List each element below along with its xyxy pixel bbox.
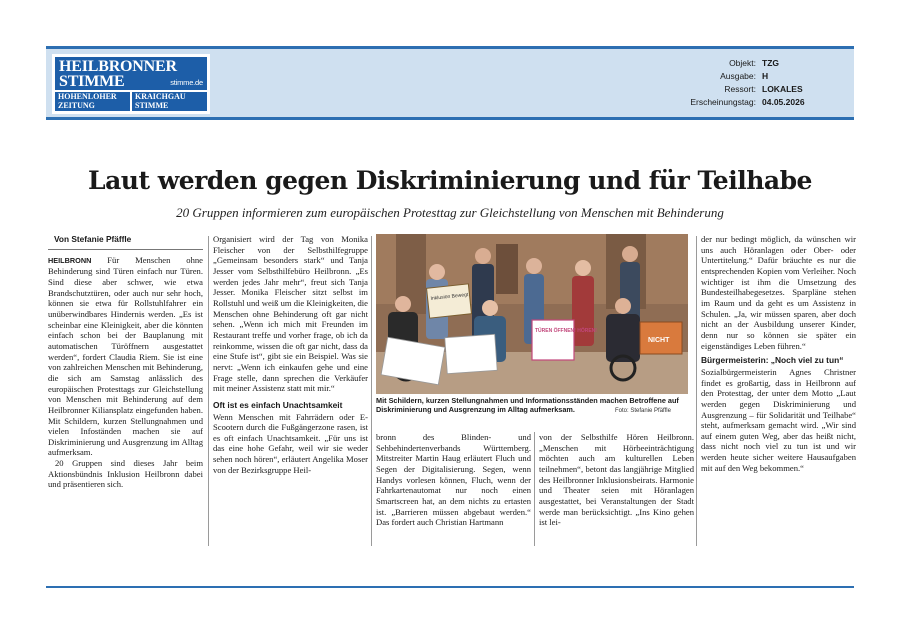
sign-5-text: NICHT xyxy=(648,337,670,344)
paragraph: Sozialbürgermeisterin Agnes Christner findet es großartig, dass in Heilbronn auf den Protesttag, der unter dem Motto „Laut werden gegen Diskriminierung und Ausgrenzung – für Solidarität und Teilhabe“ steht, aufmerksam gemacht wird. „Wir sind auf einem guten Weg, aber das heißt nicht, dass nicht noch viel zu tun ist und wir werden heute sicher weitere Hausaufgaben mit auf den Weg bekommen.“ xyxy=(701,366,856,473)
meta-value: TZG xyxy=(762,58,779,68)
meta-row-object xyxy=(674,57,802,70)
sign-1-text: Inklusion Bewegt xyxy=(430,291,469,302)
article-column-2 xyxy=(213,234,368,475)
column-divider xyxy=(534,432,535,546)
logo-title xyxy=(55,57,207,90)
meta-row-date xyxy=(674,96,805,109)
dateline: HEILBRONN xyxy=(48,255,92,265)
protest-sign-5 xyxy=(640,322,682,354)
article-column-3 xyxy=(376,432,531,528)
sign-4-text: TÜREN ÖFFNEN! HÖREN! xyxy=(535,328,597,334)
paragraph: Organisiert wird der Tag von Monika Fleischer von der Selbsthilfegruppe „Gemeinsam besonders stark“ und Tanja Jesser vom Selbsthilfebüro Heilbronn. „Es werden jedes Jahr mehr“, freut sich Tanja Jesser. Monika Fleischer sitzt selbst im Rollstuhl und weiß um die Kleinigkeiten, die Menschen ohne Behinderung oft gar nicht sehen. „Wenn ich mich mit Freunden im Restaurant treffe und vorher frage, ob ich da reinkomme, wissen die oft gar nicht, dass da eine Stufe ist“, gibt sie ein Beispiel. Was sie nervt: „Wenn ich einkaufen gehe und eine Frage stelle, dann sprechen die Verkäufer mit meiner Assistenz statt mit mir.“ xyxy=(213,234,368,394)
paragraph: 20 Gruppen sind dieses Jahr beim Aktionsbündnis Inklusion Heilbronn dabei und präsentieren sich. xyxy=(48,458,203,490)
logo-sub-right: KRAICHGAU STIMME xyxy=(132,92,207,111)
photo-credit: Foto: Stefanie Pfäffle xyxy=(615,408,671,414)
article-subheadline: 20 Gruppen informieren zum europäischen Protesttag zur Gleichstellung von Menschen mit Behinderung xyxy=(176,205,724,220)
paragraph: bronn des Blinden- und Sehbehindertenverbands Württemberg. Mitstreiter Martin Haug erläutert Fluch und Segen der Digitalisierung. Segen, wenn Handys vorlesen können, Fluch, wenn der Fahrkartenautomat nur noch einen Smartscreen hat, an dem nichts zu ertasten ist. „Barrieren müssen abgebaut werden.“ Das fordert auch Christian Hartmann xyxy=(376,432,531,528)
logo-sub-left: HOHENLOHER ZEITUNG xyxy=(55,92,130,111)
byline-rule xyxy=(48,249,203,250)
paragraph: Wenn Menschen mit Fahrrädern oder E-Scootern durch die Fußgängerzone rasen, ist es oft einfach Unachtsamkeit. „Für uns ist das eine hohe Gefahr, weil wir sie weder sehen noch hören“, erläutert Angelika Moser von der Bezirksgruppe Heil- xyxy=(213,411,368,475)
logo-title-line1: HEILBRONNER xyxy=(59,58,177,75)
paragraph: der nur bedingt möglich, da wünschen wir uns auch Höranlagen oder Ober- oder Untertitelung.“ Dafür bräuchte es nur die entsprechenden Kopien vom Verleiher. Noch wichtiger ist ihm die Umsetzung des Bundesteilhabegesetzes. Sparpläne stehen im Raum und da geht es um Assistenz in Schulen. „Ja, wir müssen sparen, aber doch nicht an der Ausbildung unserer Kinder, denn nur so können sie später ein eigenständiges Leben führen.“ xyxy=(701,234,856,351)
meta-value: H xyxy=(762,71,769,81)
paragraph-text: Für Menschen ohne Behinderung sind Türen einfach nur Türen. Sind diese aber schwer, wie etwa Brandschutztüren, oder auch nur sehr hoch, können sie etwa für Rollstuhlfahrer ein unüberwindbares Hindernis werden. „Es ist scheinbar eine Kleinigkeit, aber die könnten einfach schon bei der Bauplanung mit automatischen Türöffnern ausgestattet werden“, fordert Claudia Riem. Sie ist eine von zahlreichen Menschen mit Behinderung, die sich am Samstag anlässlich des europäischen Protesttags zur Gleichstellung von Menschen mit Behinderung auf dem Heilbronner Kiliansplatz eingefunden haben. Mit Schildern, kurzen Stellungnahmen und vielen Infoständen machen sie auf Diskriminierung und Ausgrenzung im Alltag aufmerksam. xyxy=(48,254,203,458)
protest-photo-illustration xyxy=(376,234,688,394)
article-column-5 xyxy=(701,234,856,473)
section-subheading: Oft ist es einfach Unachtsamkeit xyxy=(213,399,343,410)
meta-label: Ressort: xyxy=(724,84,756,94)
publication-meta xyxy=(674,57,805,109)
article-photo xyxy=(376,234,688,394)
paragraph: von der Selbsthilfe Hören Heilbronn. „Menschen mit Hörbeeinträchtigung möchten auch am kulturellen Leben teilnehmen“, betont das langjährige Mitglied des Heilbronner Inklusionsbeirats. Harmonie und Theater seien mit Höranlagen ausgestattet, bei Veranstaltungen der Stadt werde man berücksichtigt. „Ins Kino gehen ist lei- xyxy=(539,432,694,528)
meta-label: Objekt: xyxy=(729,58,756,68)
meta-row-section xyxy=(674,83,802,96)
meta-value: LOKALES xyxy=(762,84,803,94)
bottom-rule xyxy=(46,586,854,588)
article-column-4 xyxy=(539,432,694,528)
meta-label: Erscheinungstag: xyxy=(690,97,756,107)
header-band xyxy=(46,46,854,120)
logo-subtitles xyxy=(55,92,207,111)
meta-label: Ausgabe: xyxy=(720,71,756,81)
article-column-1 xyxy=(48,234,203,490)
meta-value: 04.05.2026 xyxy=(762,97,805,107)
masthead-logo xyxy=(52,54,210,114)
photo-caption: Mit Schildern, kurzen Stellungnahmen und Informationsständen machen Betroffene auf Diskriminierung und Ausgrenzung im Alltag aufmerksam. xyxy=(376,396,679,415)
column-divider xyxy=(696,236,697,546)
protest-sign-3 xyxy=(445,334,497,373)
logo-site: stimme.de xyxy=(170,78,203,87)
byline: Von Stefanie Pfäffle xyxy=(54,234,132,244)
paragraph xyxy=(48,255,203,458)
logo-title-line2: STIMME xyxy=(59,73,125,90)
meta-row-edition xyxy=(674,70,802,83)
section-subheading: Bürgermeisterin: „Noch viel zu tun“ xyxy=(701,355,844,366)
article-headline: Laut werden gegen Diskriminierung und für Teilhabe xyxy=(88,166,812,195)
column-divider xyxy=(208,236,209,546)
column-divider xyxy=(371,236,372,546)
protest-sign-1 xyxy=(427,284,472,318)
